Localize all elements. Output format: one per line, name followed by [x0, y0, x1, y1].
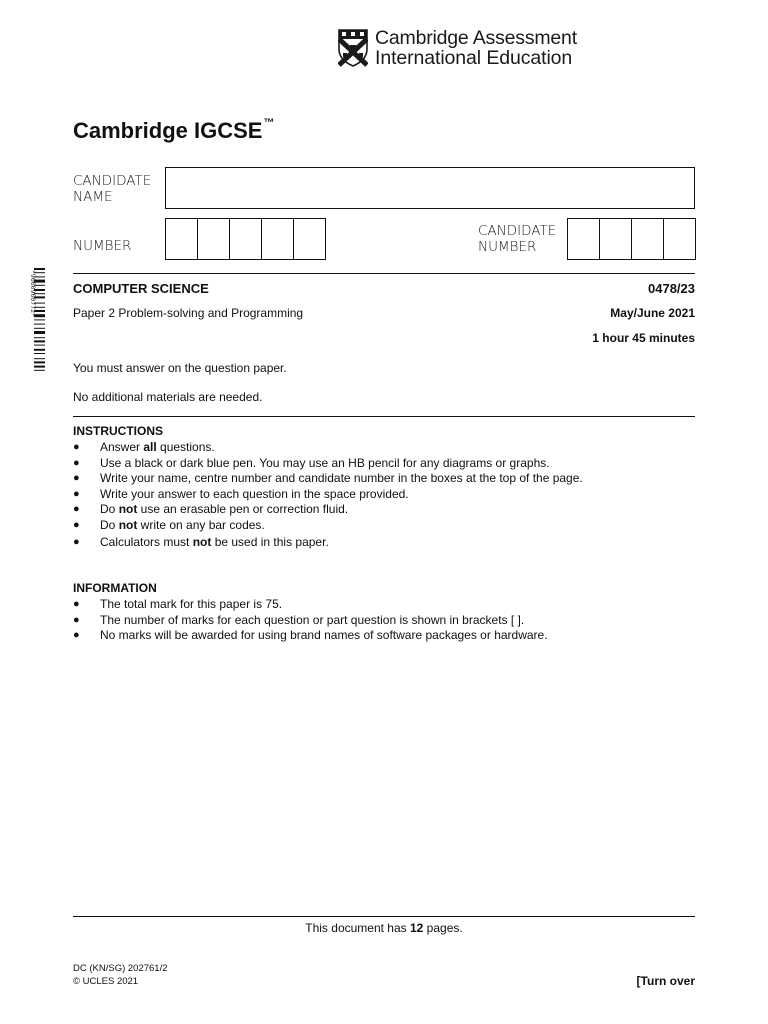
crest-icon	[338, 29, 368, 67]
candidate-number-cell[interactable]	[568, 219, 600, 259]
qualification-title: Cambridge IGCSE™	[73, 116, 275, 143]
list-item: ● Do not use an erasable pen or correction fluid.	[73, 502, 349, 517]
list-item: ● Do not write on any bar codes.	[73, 517, 265, 532]
exam-duration: 1 hour 45 minutes	[592, 331, 695, 345]
candidate-number-cell[interactable]	[600, 219, 632, 259]
document-reference: DC (KN/SG) 202761/2 © UCLES 2021	[73, 963, 168, 987]
centre-number-cell[interactable]	[294, 219, 325, 259]
candidate-number-label: CANDIDATE NUMBER	[478, 223, 557, 255]
subject-title: COMPUTER SCIENCE	[73, 281, 209, 296]
centre-number-cell[interactable]	[198, 219, 230, 259]
candidate-number-cell[interactable]	[632, 219, 664, 259]
instructions-list	[73, 440, 583, 550]
bullet-icon: ●	[73, 487, 80, 500]
footer-divider	[73, 916, 695, 917]
candidate-name-label: CANDIDATE NAME	[73, 173, 152, 205]
candidate-number-boxes[interactable]	[567, 218, 696, 260]
bullet-icon: ●	[73, 535, 80, 548]
list-item: ● Use a black or dark blue pen. You may use an HB pencil for any diagrams or graphs.	[73, 455, 550, 470]
bullet-icon: ●	[73, 472, 80, 485]
trademark: ™	[263, 116, 275, 129]
centre-number-label: NUMBER	[73, 238, 132, 254]
turn-over: [Turn over	[636, 974, 695, 988]
bullet-icon: ●	[73, 613, 80, 626]
information-title: INFORMATION	[73, 581, 157, 595]
bullet-icon: ●	[73, 503, 80, 516]
barcode-digits: *9060960772*	[29, 270, 37, 317]
org-name-line-1: Cambridge Assessment	[375, 27, 577, 49]
list-item: ● The total mark for this paper is 75.	[73, 597, 283, 611]
note-no-materials: No additional materials are needed.	[73, 390, 263, 404]
bullet-icon: ●	[73, 518, 80, 531]
bullet-icon: ●	[73, 456, 80, 469]
divider	[73, 416, 695, 417]
syllabus-code: 0478/23	[648, 281, 695, 296]
list-item: ● Calculators must not be used in this paper.	[73, 534, 329, 549]
bullet-icon: ●	[73, 441, 80, 453]
bullet-icon: ●	[73, 629, 80, 642]
barcode	[27, 268, 45, 408]
centre-number-boxes[interactable]	[165, 218, 326, 260]
note-answer-on-paper: You must answer on the question paper.	[73, 361, 287, 375]
centre-number-cell[interactable]	[166, 219, 198, 259]
information-list	[73, 597, 548, 644]
paper-title: Paper 2 Problem-solving and Programming	[73, 306, 304, 320]
list-item: ● Write your answer to each question in the space provided.	[73, 486, 409, 501]
cambridge-logo	[338, 28, 577, 68]
org-name-line-2: International Education	[375, 47, 573, 69]
list-item: ● Answer all questions.	[73, 440, 215, 454]
list-item: ● The number of marks for each question or part question is shown in brackets [ ].	[73, 612, 525, 627]
centre-number-cell[interactable]	[262, 219, 294, 259]
list-item: ● No marks will be awarded for using brand names of software packages or hardware.	[73, 628, 548, 643]
exam-session: May/June 2021	[610, 306, 695, 320]
list-item: ● Write your name, centre number and candidate number in the boxes at the top of the page.	[73, 471, 583, 486]
candidate-name-box[interactable]	[165, 167, 695, 209]
instructions-title: INSTRUCTIONS	[73, 424, 163, 438]
candidate-number-cell[interactable]	[664, 219, 695, 259]
centre-number-cell[interactable]	[230, 219, 262, 259]
bullet-icon: ●	[73, 598, 80, 610]
page-count-note: This document has 12 pages.	[305, 921, 463, 935]
divider	[73, 273, 695, 274]
